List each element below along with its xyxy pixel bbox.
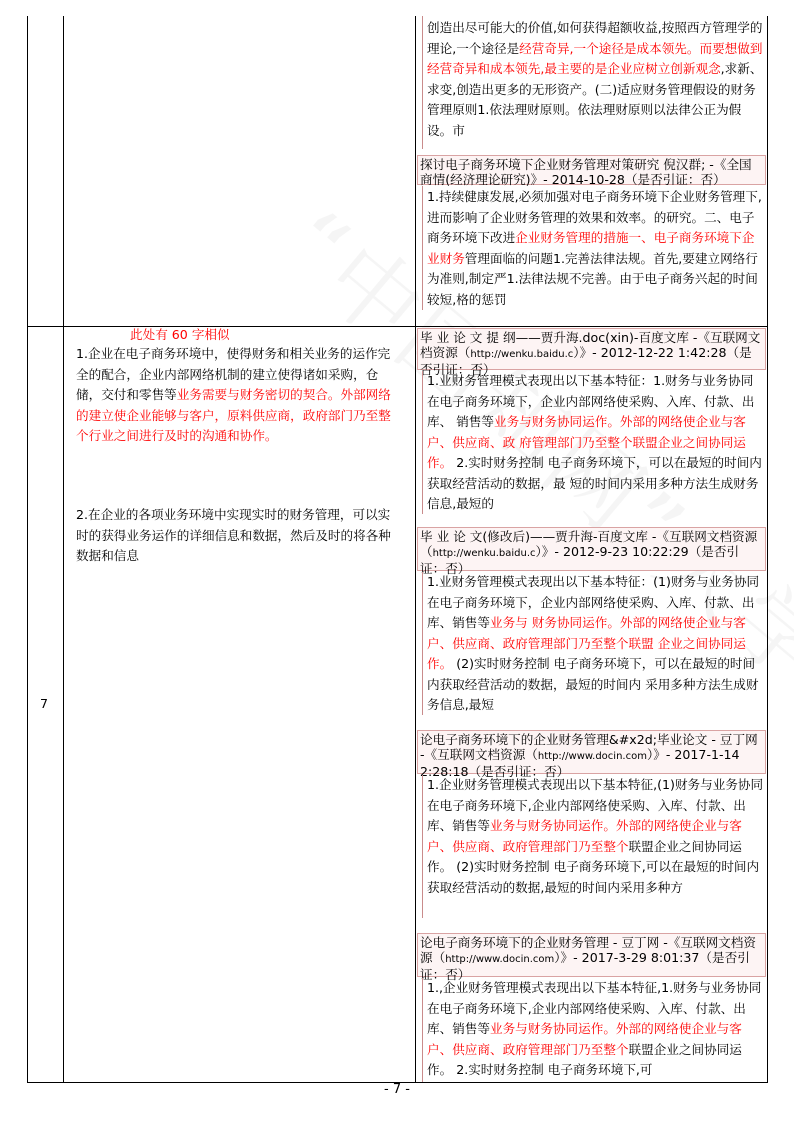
plain-text: 1.,企业财务管理模式表现出以下基本特征,1.财务与业务协同 在电子商务环境下,企业内部网络使采购、入库、付款、出库、销售等 xyxy=(427,980,762,1036)
match-marker xyxy=(422,572,423,715)
plain-text: 创造出尽可能大的价值,如何获得超额收益,按照西方管理学的理论,一个途径是 xyxy=(427,20,763,56)
table-border-right xyxy=(767,16,768,1083)
plain-text: 联盟企业之间协同运作。 2.实时财务控制 电子商务环境下,可 xyxy=(427,1041,742,1077)
table-border-left xyxy=(27,16,28,1083)
plain-text: 联盟企业之间协同运作。 (2)实时财务控制 电子商务环境下,可以在最短的时间内获取经营活动的数据,最短的时间内采用多种方 xyxy=(427,838,760,895)
top-match-text xyxy=(427,18,765,141)
plain-text: 管理面临的问题1.完善法律法规。首先,要建立网络行为准则,制定严1.法律法规不完善。由于电子商务兴起的时间较短,格的惩罚 xyxy=(427,250,758,307)
source-4-text xyxy=(427,775,765,898)
source-1-title: 探讨电子商务环境下企业财务管理对策研究 倪汉群; -《全国商情(经济理论研究)》- 2014-10-28（是否引证：否） xyxy=(417,155,766,185)
source-2-text xyxy=(427,371,765,515)
source-5-text xyxy=(427,978,765,1081)
page-number: - 7 - xyxy=(384,1082,410,1097)
source-4-title: 论电子商务环境下的企业财务管理&#x2d;毕业论文 - 豆丁网 -《互联网文档资源（http://www.docin.com）》- 2017-1-14 2:28:18（是否引证：否） xyxy=(417,730,766,774)
plain-text: 2.实时财务控制 电子商务环境下，可以在最短的时间内获取经营活动的数据，最 短的时间内采用多种方法生成财务信息,最短的 xyxy=(427,455,762,511)
plain-text: 1.业财务管理模式表现出以下基本特征：1.财务与业务协同 在电子商务环境下，企业内部网络使采购、入库、付款、出库、 销售等 xyxy=(427,373,755,429)
matched-text: 业务与财务协同运作。外部的网络使企业与客户、供应商、政 府管理部门乃至整个联盟企业之间协同运作。 xyxy=(427,414,746,470)
matched-text: 经营奇异,一个途径是成本领先。而要想做到经营奇异和成本领先,最主要的是企业应树立创新观念 xyxy=(427,40,763,76)
match-marker xyxy=(422,186,423,310)
match-marker xyxy=(422,371,423,514)
match-marker xyxy=(422,775,423,918)
row-number: 7 xyxy=(40,696,49,711)
source-3-text xyxy=(427,572,765,716)
plain-text: (2)实时财务控制 电子商务环境下，可以在最短的时间内获取经营活动的数据，最短的时间内 采用多种方法生成财务信息,最短 xyxy=(427,656,759,712)
matched-text: 企业财务管理的措施一、电子商务环境下企业财务 xyxy=(427,230,755,266)
source-3-title: 毕 业 论 文(修改后)——贾升海-百度文库 -《互联网文档资源（http://wenku.baidu.c）》- 2012-9-23 10:22:29（是否引证：否） xyxy=(417,527,766,571)
left-text-1 xyxy=(76,344,401,447)
similar-note: 此处有 60 字相似 xyxy=(130,327,230,342)
table-border-col1 xyxy=(63,16,64,1083)
matched-text: 业务需要与财务密切的契合。外部网络的建立使企业能够与客户，原料供应商，政府部门乃至整个行业之间进行及时的沟通和协作。 xyxy=(76,387,391,443)
table-border-col2 xyxy=(415,16,416,1083)
plain-text: 1.业财务管理模式表现出以下基本特征：(1)财务与业务协同 在电子商务环境下，企业内部网络使采购、入库、付款、出库、销售等 xyxy=(427,574,760,630)
source-2-title: 毕 业 论 文 提 纲——贾升海.doc(xin)-百度文库 -《互联网文档资源（http://wenku.baidu.c）》- 2012-12-22 1:42:28（是否引证：否） xyxy=(417,328,766,370)
match-marker xyxy=(422,978,423,1082)
plain-text: 1.企业财务管理模式表现出以下基本特征,(1)财务与业务协同 在电子商务环境下,企业内部网络使采购、入库、付款、出库、销售等 xyxy=(427,777,764,833)
plain-text: 1.持续健康发展,必须加强对电子商务环境下企业财务管理下,进而影响了企业财务管理的效果和效率。的研究。二、电子商务环境下改进 xyxy=(427,189,762,245)
source-1-text xyxy=(427,187,765,310)
matched-text: 业务与财务协同运作。外部的网络使企业与客户、供应商、政府管理部门乃至整个 xyxy=(427,818,742,854)
plain-text: 1.企业在电子商务环境中，使得财务和相关业务的运作完全的配合，企业内部网络机制的建立使得诸如采购，仓储，交付和零售等 xyxy=(76,346,391,402)
left-text-2: 2.在企业的各项业务环境中实现实时的财务管理，可以实时的获得业务运作的详细信息和数据，然后及时的将各种数据和信息 xyxy=(76,507,391,563)
matched-text: 业务与 财务协同运作。外部的网络使企业与客户、供应商、政府管理部门乃至整个联盟 企业之间协同运作。 xyxy=(427,615,746,671)
match-marker xyxy=(422,16,423,149)
matched-text: 业务与财务协同运作。外部的网络使企业与客户、供应商、政府管理部门乃至整个 xyxy=(427,1021,742,1057)
plain-text: ,求新、求变,创造出更多的无形资产。(二)适应财务管理假设的财务管理原则1.依法理财原则。依法理财原则以法律公正为假设。市 xyxy=(427,61,763,138)
source-5-title: 论电子商务环境下的企业财务管理 - 豆丁网 -《互联网文档资源（http://www.docin.com）》- 2017-3-29 8:01:37（是否引证：否） xyxy=(417,933,766,977)
